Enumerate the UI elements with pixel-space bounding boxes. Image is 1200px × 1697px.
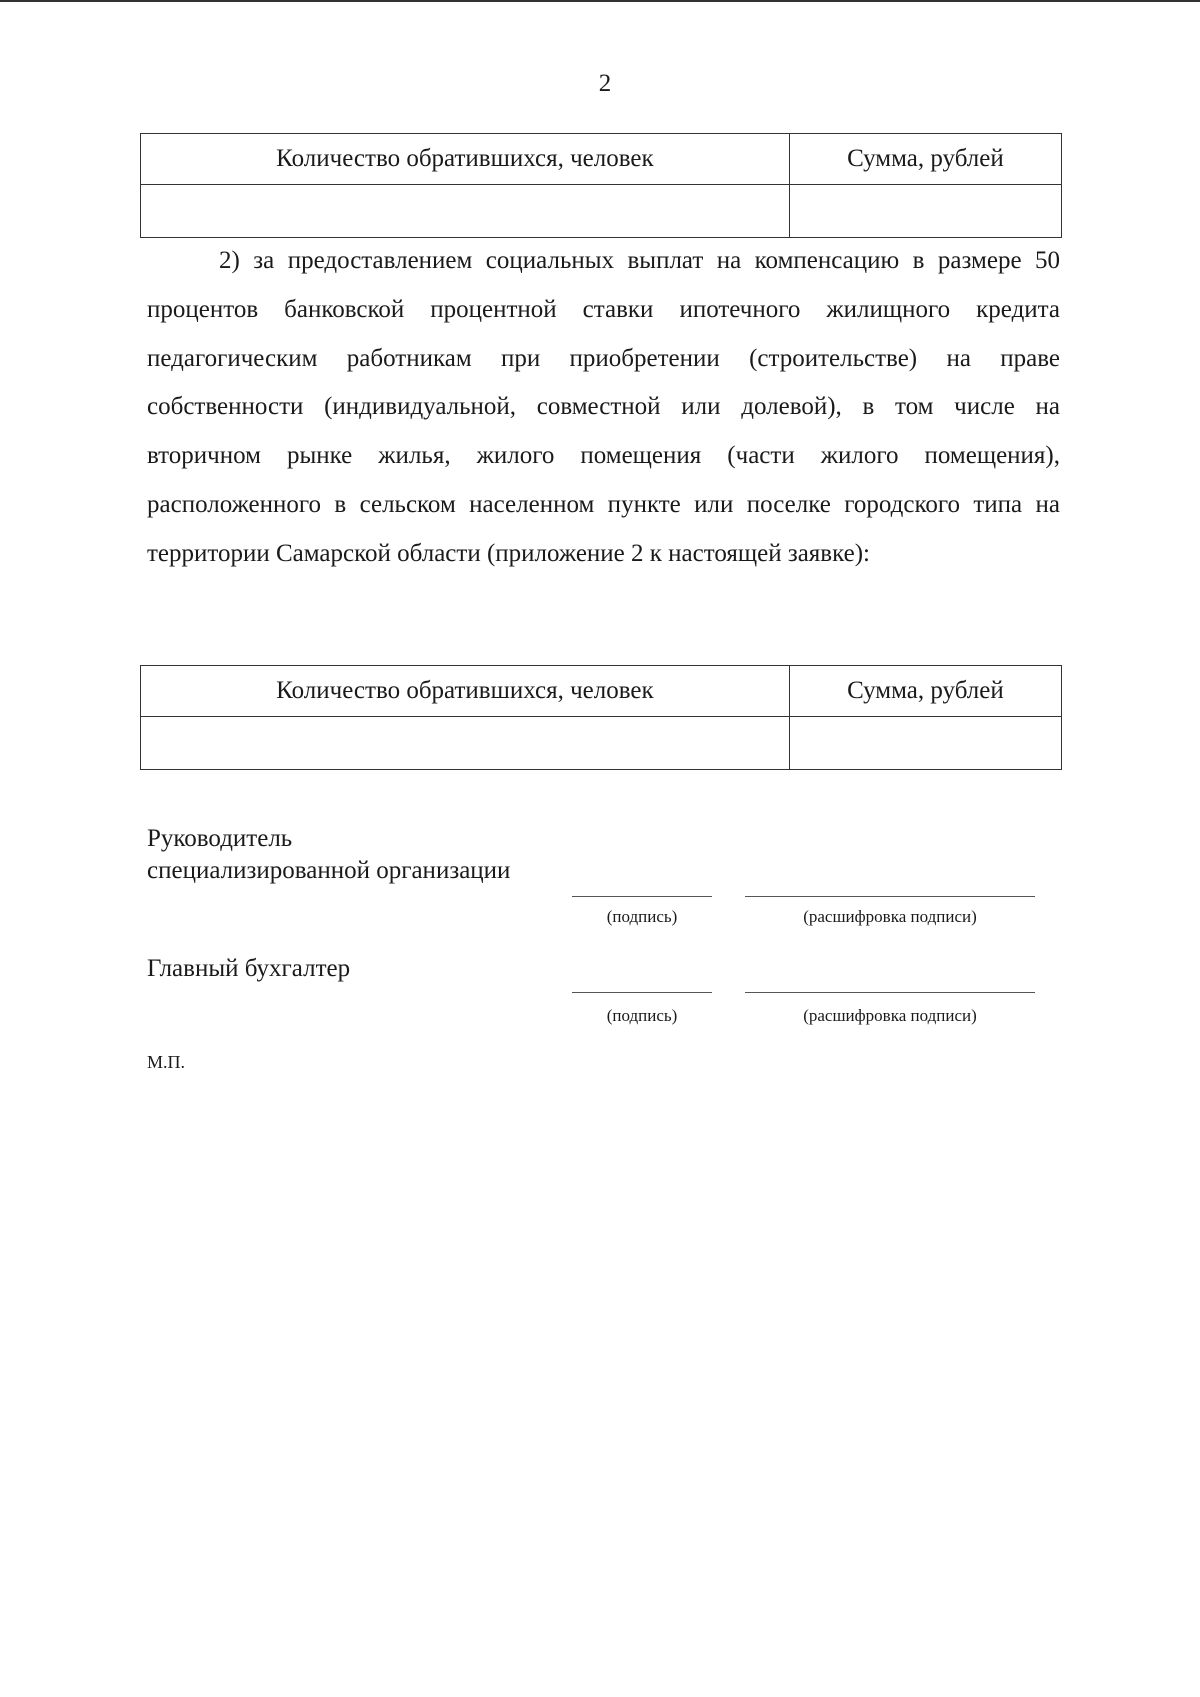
head-decoding-line[interactable] xyxy=(745,896,1035,897)
table-header-row xyxy=(141,666,1062,717)
accountant-signature-caption: (подпись) xyxy=(606,1006,678,1025)
table-row xyxy=(141,185,1062,238)
column-header-amount: Сумма, рублей xyxy=(789,666,1061,717)
amount-cell[interactable] xyxy=(789,717,1061,770)
accountant-title: Главный бухгалтер xyxy=(147,955,351,982)
paragraph-text: 2) за предоставлением социальных выплат на компенсацию в размере 50 процентов банковской процентной ставки ипотечного жилищного кредита педагогическим работникам при приобретении (строительстве) на праве собственности (индивидуальной, совместной или долевой), в том числе на вторичном рынке жилья, жилого помещения (части жилого помещения), расположенного в сельском населенном пункте или поселке городского типа на территории Самарской области (приложение 2 к настоящей заявке): xyxy=(147,247,1060,567)
stamp-place-label: М.П. xyxy=(147,1052,186,1072)
section-2-paragraph xyxy=(147,237,1060,579)
page-top-edge xyxy=(0,0,1200,2)
applicants-table-1 xyxy=(140,133,1062,238)
applicants-count-cell[interactable] xyxy=(141,717,790,770)
column-header-applicants-count: Количество обратившихся, человек xyxy=(141,666,790,717)
head-title-line1: Руководитель xyxy=(147,825,293,852)
table-row xyxy=(141,717,1062,770)
amount-cell[interactable] xyxy=(789,185,1061,238)
applicants-count-cell[interactable] xyxy=(141,185,790,238)
table-header-row xyxy=(141,134,1062,185)
head-signature-line[interactable] xyxy=(572,896,712,897)
head-signature-caption: (подпись) xyxy=(606,907,678,926)
accountant-signature-line[interactable] xyxy=(572,992,712,993)
head-decoding-caption: (расшифровка подписи) xyxy=(803,907,977,926)
head-title-line2: специализированной организации xyxy=(147,857,511,884)
column-header-applicants-count: Количество обратившихся, человек xyxy=(141,134,790,185)
applicants-table-2 xyxy=(140,665,1062,770)
accountant-decoding-line[interactable] xyxy=(745,992,1035,993)
column-header-amount: Сумма, рублей xyxy=(789,134,1061,185)
page-number: 2 xyxy=(598,70,612,97)
accountant-decoding-caption: (расшифровка подписи) xyxy=(803,1006,977,1025)
